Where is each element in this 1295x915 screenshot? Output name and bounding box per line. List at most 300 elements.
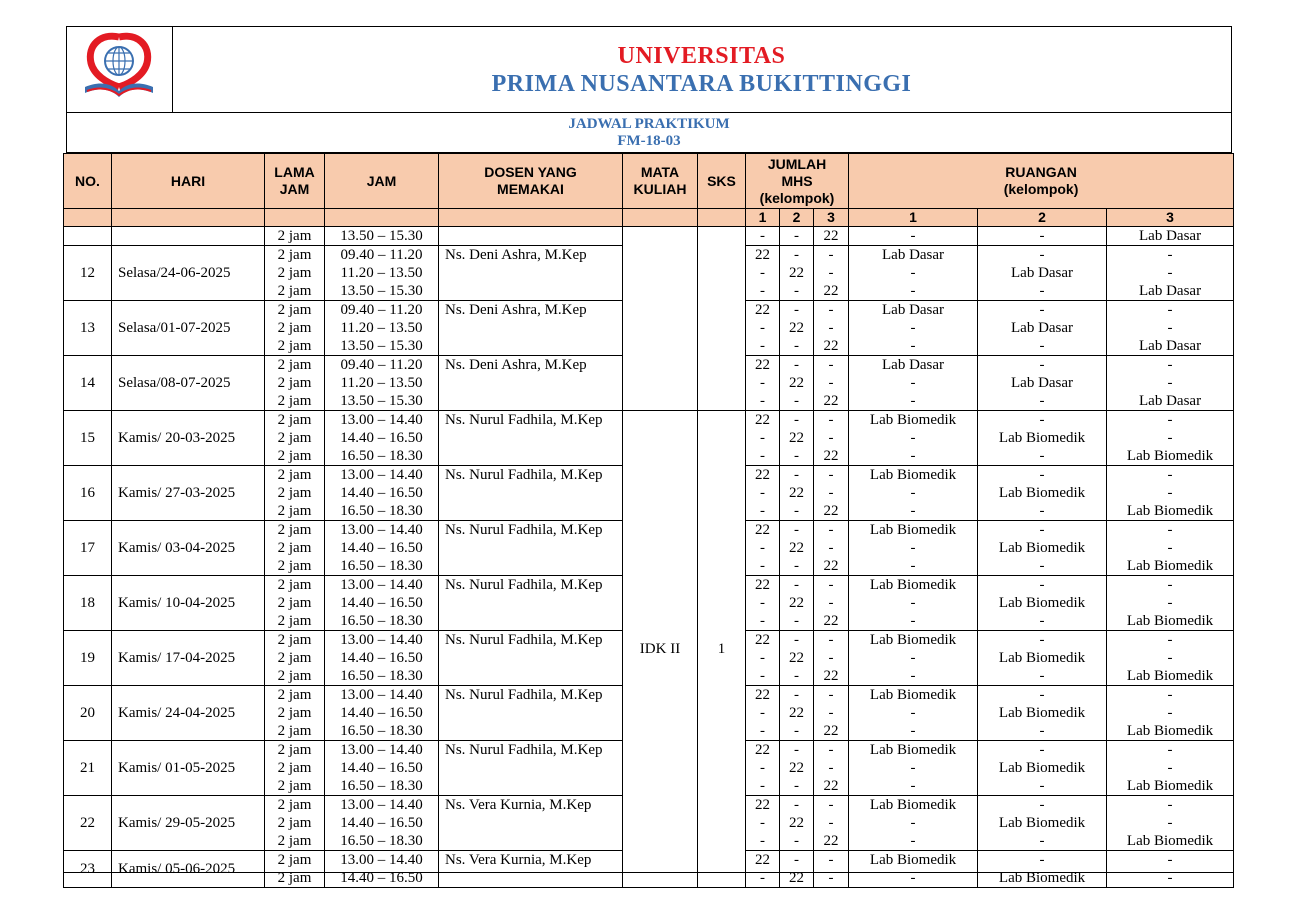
jumlah-cell-1-line: - — [760, 430, 765, 446]
no-cell: 22 — [64, 796, 112, 851]
ruangan-cell-3-line: Lab Biomedik — [1126, 448, 1214, 464]
jumlah-cell-3-line: 22 — [823, 448, 839, 464]
sub-empty — [64, 209, 112, 227]
ruangan-cell-1-line: Lab Biomedik — [869, 852, 957, 868]
ruangan-cell-1-line: - — [910, 283, 916, 299]
ruangan-cell-2-line: Lab Biomedik — [998, 540, 1086, 556]
jumlah-group-3: 3 — [814, 209, 849, 227]
col-hari: HARI — [112, 154, 265, 209]
jumlah-cell-2-line: - — [794, 577, 799, 593]
university-name-line1: UNIVERSITAS — [617, 43, 786, 69]
lama-cell — [265, 686, 325, 741]
jumlah-cell-1 — [746, 356, 780, 411]
header-row — [64, 154, 1234, 209]
jumlah-cell-2-line: - — [794, 613, 799, 629]
jam-cell — [325, 851, 439, 888]
hari-cell: Selasa/01-07-2025 — [112, 301, 265, 356]
jam-cell-line: 14.40 – 16.50 — [340, 650, 423, 666]
jumlah-cell-2 — [780, 686, 814, 741]
jumlah-cell-2 — [780, 741, 814, 796]
lama-cell-line: 2 jam — [277, 485, 312, 501]
ruangan-cell-2 — [978, 741, 1107, 796]
jumlah-cell-2-line: - — [794, 558, 799, 574]
col-jumlah-line2: MHS — [781, 172, 813, 189]
lama-cell-line: 2 jam — [277, 265, 312, 281]
ruangan-cell-2-line: Lab Biomedik — [998, 815, 1086, 831]
jumlah-cell-1-line: - — [760, 723, 765, 739]
jumlah-cell-3-line: - — [828, 302, 834, 318]
jumlah-cell-2-line: - — [794, 833, 799, 849]
ruangan-cell-3 — [1107, 246, 1234, 301]
no-cell: 18 — [64, 576, 112, 631]
ruangan-cell-1 — [849, 686, 978, 741]
ruangan-cell-2 — [978, 246, 1107, 301]
jumlah-group-1: 1 — [746, 209, 780, 227]
jumlah-cell-3-line: - — [828, 705, 834, 721]
ruangan-cell-1-line: - — [910, 503, 916, 519]
table-bottom-border — [63, 872, 1233, 873]
jumlah-cell-2 — [780, 356, 814, 411]
hari-cell: Selasa/24-06-2025 — [112, 246, 265, 301]
ruangan-cell-1 — [849, 631, 978, 686]
ruangan-cell-2-line: Lab Biomedik — [998, 650, 1086, 666]
col-jam: JAM — [325, 154, 439, 209]
jam-cell — [325, 521, 439, 576]
jam-cell-line: 13.50 – 15.30 — [340, 393, 423, 409]
jam-cell-line: 16.50 – 18.30 — [340, 503, 423, 519]
ruangan-cell-2-line: - — [1039, 558, 1045, 574]
jam-cell-line: 16.50 – 18.30 — [340, 723, 423, 739]
ruangan-cell-2-line: - — [1039, 833, 1045, 849]
jam-cell — [325, 686, 439, 741]
ruangan-cell-1-line: - — [910, 320, 916, 336]
jumlah-cell-1 — [746, 301, 780, 356]
jam-cell-line: 14.40 – 16.50 — [340, 595, 423, 611]
lama-cell-line: 2 jam — [277, 760, 312, 776]
dosen-cell: Ns. Vera Kurnia, M.Kep — [439, 796, 623, 851]
jumlah-cell-3 — [814, 631, 849, 686]
jumlah-cell-3-line: - — [828, 265, 834, 281]
jumlah-cell-1-line: - — [760, 503, 765, 519]
no-cell: 23 — [64, 851, 112, 888]
jumlah-cell-1-line: 22 — [755, 302, 770, 318]
ruangan-cell-3-line: Lab Biomedik — [1126, 723, 1214, 739]
ruangan-cell-2-line: Lab Biomedik — [998, 430, 1086, 446]
jumlah-cell-3-line: - — [828, 357, 834, 373]
jam-cell — [325, 466, 439, 521]
ruangan-cell-1-line: Lab Biomedik — [869, 797, 957, 813]
jumlah-cell-3-line: - — [828, 430, 834, 446]
ruangan-cell-3: Lab Dasar — [1107, 227, 1234, 246]
lama-cell-line: 2 jam — [277, 302, 312, 318]
ruangan-cell-1-line: - — [910, 778, 916, 794]
letterhead — [66, 26, 1232, 113]
col-ruangan — [849, 154, 1234, 209]
jumlah-cell-2 — [780, 631, 814, 686]
ruangan-cell-2-line: - — [1039, 522, 1045, 538]
jumlah-cell-3-line: 22 — [823, 393, 839, 409]
lama-cell-line: 2 jam — [277, 632, 312, 648]
hari-cell: Kamis/ 29-05-2025 — [112, 796, 265, 851]
jumlah-cell-2-line: - — [794, 723, 799, 739]
jam-cell-line: 16.50 – 18.30 — [340, 778, 423, 794]
jumlah-cell-2-line: 22 — [789, 485, 804, 501]
sub-empty — [439, 209, 623, 227]
dosen-cell: Ns. Nurul Fadhila, M.Kep — [439, 521, 623, 576]
jumlah-cell-1-line: - — [760, 485, 765, 501]
ruangan-cell-1 — [849, 301, 978, 356]
jumlah-cell-3-line: - — [828, 632, 834, 648]
col-lama-jam-line2: JAM — [279, 181, 310, 197]
ruangan-cell-1-line: - — [910, 375, 916, 391]
ruangan-cell-1-line: - — [910, 650, 916, 666]
jam-cell-line: 13.00 – 14.40 — [340, 632, 423, 648]
document-code: FM-18-03 — [617, 133, 681, 149]
col-mata-kuliah — [623, 154, 698, 209]
ruangan-cell-3-line: - — [1167, 375, 1173, 391]
lama-cell-line: 2 jam — [277, 595, 312, 611]
dosen-cell: Ns. Nurul Fadhila, M.Kep — [439, 686, 623, 741]
lama-cell-line: 2 jam — [277, 412, 312, 428]
ruangan-cell-2 — [978, 851, 1107, 888]
jam-cell — [325, 576, 439, 631]
jumlah-cell-1-line: 22 — [755, 742, 770, 758]
ruangan-cell-3-line: - — [1167, 412, 1173, 428]
ruangan-cell-3 — [1107, 301, 1234, 356]
dosen-cell: Ns. Deni Ashra, M.Kep — [439, 356, 623, 411]
jam-cell — [325, 631, 439, 686]
ruangan-cell-1-line: Lab Biomedik — [869, 687, 957, 703]
lama-cell-line: 2 jam — [277, 650, 312, 666]
lama-cell — [265, 851, 325, 888]
ruangan-cell-2 — [978, 796, 1107, 851]
col-ruangan-line2: (kelompok) — [1003, 181, 1079, 197]
ruangan-cell-1-line: Lab Biomedik — [869, 577, 957, 593]
jumlah-cell-1-line: 22 — [755, 247, 770, 263]
jumlah-cell-1 — [746, 521, 780, 576]
jumlah-cell-1-line: - — [760, 558, 765, 574]
sks-cell — [698, 227, 746, 411]
col-jumlah-line3: (kelompok) — [759, 189, 835, 206]
lama-cell-line: 2 jam — [277, 778, 312, 794]
jumlah-cell-2-line: 22 — [789, 760, 804, 776]
ruangan-group-3: 3 — [1107, 209, 1234, 227]
ruangan-cell-3-line: - — [1167, 320, 1173, 336]
jumlah-cell-1-line: 22 — [755, 687, 770, 703]
ruangan-cell-3 — [1107, 851, 1234, 888]
ruangan-cell-2-line: - — [1039, 797, 1045, 813]
sub-empty — [698, 209, 746, 227]
jumlah-cell-1-line: 22 — [755, 522, 770, 538]
jam-cell-line: 14.40 – 16.50 — [340, 540, 423, 556]
ruangan-cell-3-line: Lab Dasar — [1139, 393, 1202, 409]
ruangan-cell-1-line: - — [910, 393, 916, 409]
jumlah-cell-1 — [746, 466, 780, 521]
lama-cell-line: 2 jam — [277, 522, 312, 538]
lama-cell-line: 2 jam — [277, 283, 312, 299]
jumlah-cell-3-line: - — [828, 797, 834, 813]
dosen-cell: Ns. Nurul Fadhila, M.Kep — [439, 466, 623, 521]
ruangan-cell-1-line: Lab Biomedik — [869, 742, 957, 758]
col-jumlah-mhs — [746, 154, 849, 209]
jumlah-cell-2 — [780, 796, 814, 851]
jam-cell — [325, 411, 439, 466]
jumlah-cell-3 — [814, 741, 849, 796]
ruangan-cell-1 — [849, 851, 978, 888]
lama-cell — [265, 576, 325, 631]
ruangan-cell-1-line: Lab Dasar — [882, 302, 945, 318]
ruangan-cell-1-line: - — [910, 705, 916, 721]
ruangan-cell-2 — [978, 411, 1107, 466]
jam-cell-line: 16.50 – 18.30 — [340, 613, 423, 629]
jumlah-group-2: 2 — [780, 209, 814, 227]
lama-cell — [265, 521, 325, 576]
lama-cell — [265, 631, 325, 686]
mata-kuliah-cell — [623, 227, 698, 411]
jumlah-cell-3 — [814, 466, 849, 521]
lama-cell-line: 2 jam — [277, 467, 312, 483]
document-title: JADWAL PRAKTIKUM — [568, 116, 730, 132]
jam-cell-line: 09.40 – 11.20 — [340, 357, 423, 373]
lama-cell — [265, 796, 325, 851]
lama-cell-line: 2 jam — [277, 833, 312, 849]
jumlah-cell-3 — [814, 301, 849, 356]
jumlah-cell-1 — [746, 686, 780, 741]
table-row — [64, 411, 1234, 466]
ruangan-cell-3 — [1107, 796, 1234, 851]
lama-cell — [265, 466, 325, 521]
no-cell: 21 — [64, 741, 112, 796]
jumlah-cell-3-line: - — [828, 320, 834, 336]
jumlah-cell-2-line: 22 — [789, 265, 804, 281]
col-lama-jam — [265, 154, 325, 209]
ruangan-cell-3-line: - — [1167, 265, 1173, 281]
ruangan-cell-2-line: - — [1039, 247, 1045, 263]
hari-cell: Kamis/ 24-04-2025 — [112, 686, 265, 741]
jumlah-cell-3-line: - — [828, 742, 834, 758]
jumlah-cell-3-line: - — [828, 595, 834, 611]
jumlah-cell-3 — [814, 246, 849, 301]
ruangan-cell-3 — [1107, 411, 1234, 466]
ruangan-cell-1 — [849, 576, 978, 631]
jumlah-cell-3 — [814, 521, 849, 576]
jumlah-cell-2 — [780, 466, 814, 521]
ruangan-cell-2-line: Lab Biomedik — [998, 760, 1086, 776]
ruangan-cell-2: - — [978, 227, 1107, 246]
dosen-cell: Ns. Deni Ashra, M.Kep — [439, 301, 623, 356]
jam-cell-line: 13.50 – 15.30 — [340, 338, 423, 354]
ruangan-cell-1-line: - — [910, 613, 916, 629]
ruangan-cell-3-line: - — [1167, 485, 1173, 501]
ruangan-cell-1-line: - — [910, 595, 916, 611]
jumlah-cell-1-line: 22 — [755, 357, 770, 373]
hari-cell: Kamis/ 10-04-2025 — [112, 576, 265, 631]
jam-cell-line: 09.40 – 11.20 — [340, 302, 423, 318]
lama-cell-line: 2 jam — [277, 558, 312, 574]
ruangan-cell-3-line: - — [1167, 797, 1173, 813]
ruangan-cell-1-line: - — [910, 760, 916, 776]
jumlah-cell-3-line: - — [828, 522, 834, 538]
ruangan-cell-2-line: - — [1039, 668, 1045, 684]
ruangan-cell-1-line: - — [910, 338, 916, 354]
ruangan-cell-1-line: - — [910, 815, 916, 831]
ruangan-cell-2-line: - — [1039, 613, 1045, 629]
ruangan-cell-1-line: - — [910, 870, 916, 886]
jumlah-cell-1-line: - — [760, 668, 765, 684]
no-cell: 12 — [64, 246, 112, 301]
col-mk-line2: KULIAH — [633, 181, 687, 197]
no-cell: 19 — [64, 631, 112, 686]
ruangan-cell-2-line: - — [1039, 632, 1045, 648]
jam-cell-line: 11.20 – 13.50 — [340, 375, 423, 391]
jam-cell-line: 09.40 – 11.20 — [340, 247, 423, 263]
ruangan-cell-1 — [849, 796, 978, 851]
jam-cell-line: 16.50 – 18.30 — [340, 833, 423, 849]
jumlah-cell-2-line: - — [794, 357, 799, 373]
jumlah-cell-2-line: - — [794, 467, 799, 483]
ruangan-cell-2-line: Lab Dasar — [1011, 320, 1074, 336]
ruangan-cell-1-line: - — [910, 448, 916, 464]
hari-cell: Kamis/ 20-03-2025 — [112, 411, 265, 466]
jumlah-cell-3-line: 22 — [823, 833, 839, 849]
ruangan-cell-3-line: Lab Biomedik — [1126, 503, 1214, 519]
no-cell: 14 — [64, 356, 112, 411]
jumlah-cell-3-line: 22 — [823, 338, 839, 354]
jumlah-cell-2-line: 22 — [789, 650, 804, 666]
jumlah-cell-3 — [814, 356, 849, 411]
jam-cell-line: 14.40 – 16.50 — [340, 815, 423, 831]
jumlah-cell-1-line: - — [760, 448, 765, 464]
ruangan-cell-3-line: - — [1167, 302, 1173, 318]
jam-cell-line: 14.40 – 16.50 — [340, 485, 423, 501]
ruangan-cell-3-line: - — [1167, 650, 1173, 666]
ruangan-cell-1-line: Lab Biomedik — [869, 467, 957, 483]
col-mk-line1: MATA — [640, 164, 680, 180]
jam-cell-line: 14.40 – 16.50 — [340, 870, 423, 886]
jumlah-cell-1 — [746, 576, 780, 631]
jumlah-cell-2-line: - — [794, 778, 799, 794]
ruangan-cell-3-line: Lab Dasar — [1139, 283, 1202, 299]
no-cell: 16 — [64, 466, 112, 521]
col-no: NO. — [64, 154, 112, 209]
ruangan-cell-3-line: - — [1167, 467, 1173, 483]
jumlah-cell-3-line: - — [828, 687, 834, 703]
jam-cell-line: 13.00 – 14.40 — [340, 797, 423, 813]
jumlah-cell-1-line: - — [760, 760, 765, 776]
jumlah-cell-1 — [746, 246, 780, 301]
ruangan-cell-2 — [978, 576, 1107, 631]
jumlah-cell-3 — [814, 686, 849, 741]
lama-cell — [265, 411, 325, 466]
ruangan-cell-3-line: - — [1167, 760, 1173, 776]
jumlah-cell-1: - — [746, 227, 780, 246]
ruangan-cell-2-line: - — [1039, 778, 1045, 794]
col-ruangan-line1: RUANGAN — [1005, 164, 1077, 180]
no-cell: 13 — [64, 301, 112, 356]
lama-cell: 2 jam — [265, 227, 325, 246]
schedule-table — [63, 153, 1234, 888]
ruangan-group-1: 1 — [849, 209, 978, 227]
jumlah-cell-2-line: 22 — [789, 595, 804, 611]
ruangan-cell-1-line: - — [910, 430, 916, 446]
jam-cell-line: 16.50 – 18.30 — [340, 668, 423, 684]
hari-cell: Kamis/ 05-06-2025 — [112, 851, 265, 888]
document-title-block — [66, 113, 1232, 153]
lama-cell-line: 2 jam — [277, 852, 312, 868]
hari-cell: Kamis/ 27-03-2025 — [112, 466, 265, 521]
jumlah-cell-2: - — [780, 227, 814, 246]
jumlah-cell-1-line: - — [760, 375, 765, 391]
lama-cell-line: 2 jam — [277, 430, 312, 446]
jumlah-cell-2-line: - — [794, 742, 799, 758]
lama-cell-line: 2 jam — [277, 448, 312, 464]
jumlah-cell-3-line: - — [828, 760, 834, 776]
jumlah-cell-1 — [746, 741, 780, 796]
jumlah-cell-2-line: - — [794, 503, 799, 519]
ruangan-cell-2-line: - — [1039, 687, 1045, 703]
jumlah-cell-2-line: 22 — [789, 375, 804, 391]
jam-cell-line: 11.20 – 13.50 — [340, 320, 423, 336]
lama-cell-line: 2 jam — [277, 687, 312, 703]
sub-empty — [265, 209, 325, 227]
jumlah-cell-1-line: - — [760, 870, 765, 886]
lama-cell-line: 2 jam — [277, 247, 312, 263]
ruangan-cell-2 — [978, 631, 1107, 686]
jumlah-cell-2-line: - — [794, 797, 799, 813]
ruangan-cell-2-line: - — [1039, 357, 1045, 373]
jam-cell-line: 13.00 – 14.40 — [340, 687, 423, 703]
jumlah-cell-1-line: - — [760, 833, 765, 849]
jam-cell-line: 11.20 – 13.50 — [340, 265, 423, 281]
jumlah-cell-1-line: - — [760, 815, 765, 831]
ruangan-cell-3 — [1107, 521, 1234, 576]
ruangan-cell-3-line: - — [1167, 540, 1173, 556]
ruangan-cell-3 — [1107, 356, 1234, 411]
ruangan-cell-3-line: - — [1167, 430, 1173, 446]
jumlah-cell-2-line: - — [794, 668, 799, 684]
jumlah-cell-3-line: - — [828, 467, 834, 483]
jumlah-cell-3 — [814, 411, 849, 466]
jumlah-cell-3-line: 22 — [823, 613, 839, 629]
lama-cell-line: 2 jam — [277, 705, 312, 721]
ruangan-cell-2 — [978, 466, 1107, 521]
ruangan-cell-2-line: - — [1039, 503, 1045, 519]
ruangan-cell-3 — [1107, 576, 1234, 631]
lama-cell-line: 2 jam — [277, 320, 312, 336]
jumlah-cell-2-line: - — [794, 283, 799, 299]
ruangan-cell-1-line: - — [910, 485, 916, 501]
ruangan-cell-2-line: Lab Dasar — [1011, 265, 1074, 281]
ruangan-cell-2-line: - — [1039, 412, 1045, 428]
dosen-cell: Ns. Nurul Fadhila, M.Kep — [439, 631, 623, 686]
col-dosen-line1: DOSEN YANG — [484, 164, 577, 180]
jumlah-cell-3-line: - — [828, 870, 834, 886]
ruangan-cell-3-line: - — [1167, 687, 1173, 703]
ruangan-cell-3-line: - — [1167, 595, 1173, 611]
jumlah-cell-1 — [746, 851, 780, 888]
ruangan-cell-1 — [849, 466, 978, 521]
ruangan-cell-3 — [1107, 686, 1234, 741]
jumlah-cell-2-line: - — [794, 852, 799, 868]
ruangan-cell-1 — [849, 521, 978, 576]
lama-cell — [265, 246, 325, 301]
lama-cell-line: 2 jam — [277, 375, 312, 391]
university-name-line2: PRIMA NUSANTARA BUKITTINGGI — [491, 71, 912, 97]
ruangan-cell-1 — [849, 411, 978, 466]
ruangan-cell-2-line: - — [1039, 338, 1045, 354]
jumlah-cell-1-line: 22 — [755, 412, 770, 428]
jumlah-cell-2 — [780, 576, 814, 631]
